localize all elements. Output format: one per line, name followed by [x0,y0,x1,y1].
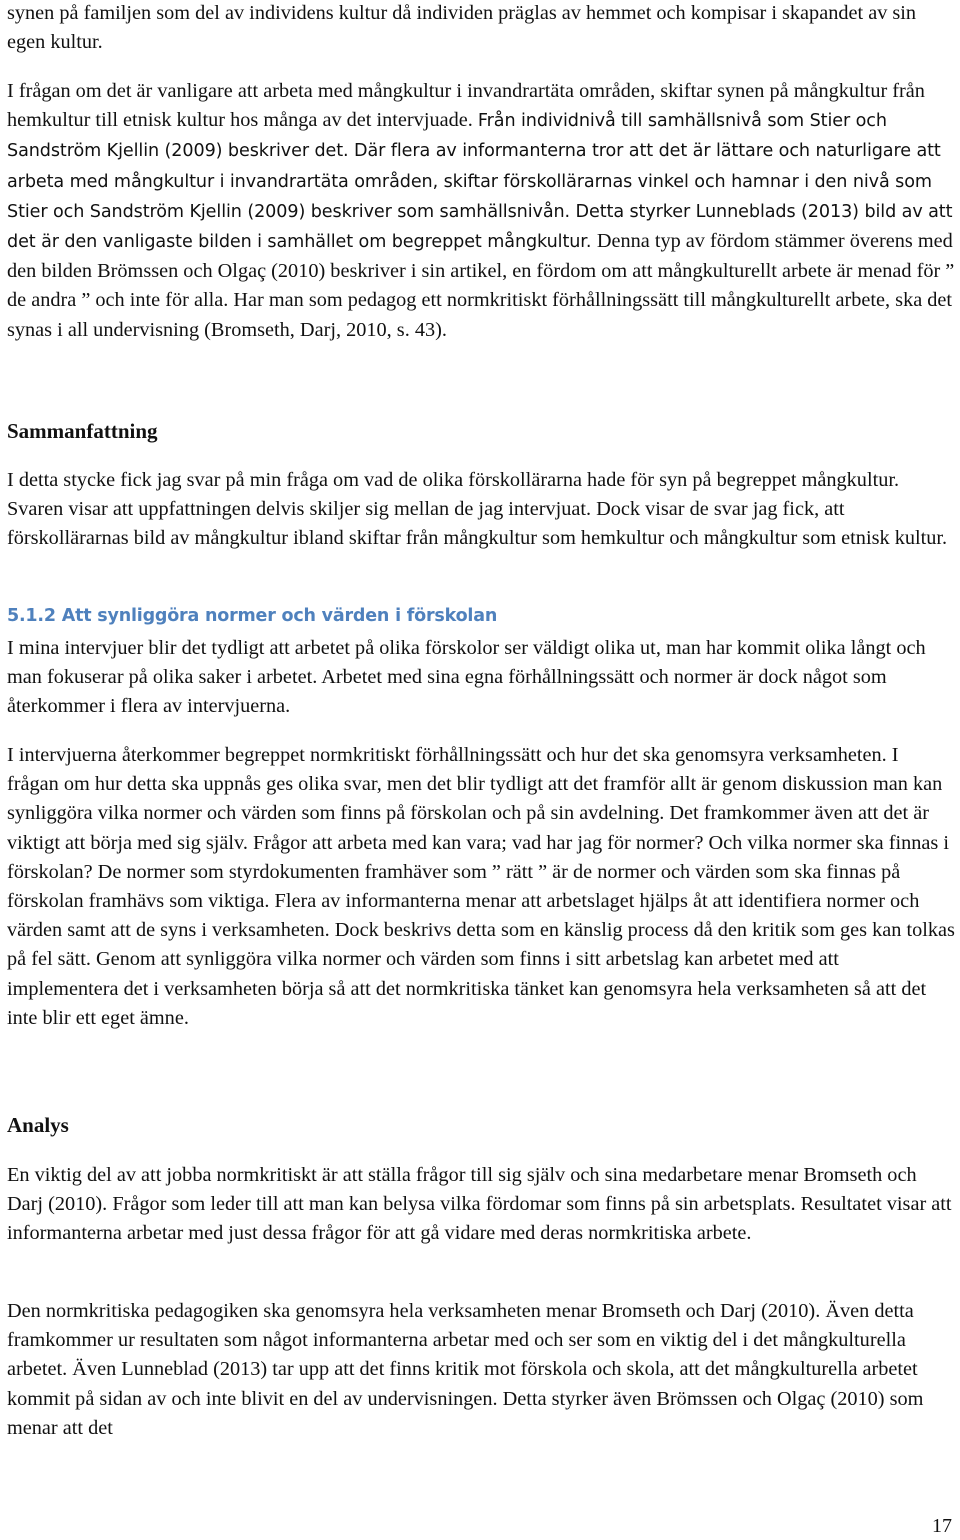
heading-sammanfattning: Sammanfattning [7,419,158,443]
section-number: 5.1.2 [7,606,56,626]
paragraph-analys-2: Den normkritiska pedagogiken ska genomsyra hela verksamheten menar Bromseth och Darj (2010). Även detta framkommer ur resultaten som något informanterna arbetar med och ser som en viktig del i det mångkulturella arbetet. Även Lunneblad (2013) tar upp att det finns kritik mot förskola och skola, att det mångkulturella arbetet kommit på sidan av och inte blivit en del av undervisningen. Detta styrker även Brömssen och Olgaç (2010) som menar att det [7,1300,924,1439]
heading-analys: Analys [7,1113,69,1137]
text-segment: Där flera av informanterna tror att det är lättare och naturligare att arbeta med mångkultur i invandrartäta områden, skiftar förskollärarnas vinkel och hamnar i den nivå som Stier och Sandström Kjellin (2009) beskriver som samhällsnivån. [7,141,941,222]
paragraph-normkritiskt: I intervjuerna återkommer begreppet normkritiskt förhållningssätt och hur det ska genomsyra verksamheten. I frågan om hur detta ska uppnås ges olika svar, men det blir tydligt att det framför allt är genom diskussion man kan synliggöra vilka normer och värden som finns på förskolan och på sin avdelning. Det framkommer även att det är viktigt att börja med sig själv. Frågor att arbeta med kan vara; vad har jag för normer? Och vilka normer ska finnas i förskolan? De normer som styrdokumenten framhäver som ” rätt ” är de normer och värden som ska finnas på förskolan framhävs som viktiga. Flera av informanterna menar att arbetslaget hjälps åt att identifiera normer och värden samt att de syns i verksamheten. Dock beskrivs detta som en känslig process då den kritik som ges kan tolkas på fel sätt. Genom att synliggöra vilka normer och värden som finns i sitt arbetslag kan arbetet med att implementera det i verksamheten börja så att det normkritiska tänket kan genomsyra hela verksamheten så att det inte blir ett eget ämne. [7,744,955,1029]
text-segment: Från individnivå till samhällsnivå som Stier och Sandström Kjellin (2009) beskriver det. [7,111,887,162]
paragraph-intro: synen på familjen som del av individens kultur då individen präglas av hemmet och kompisar i skapandet av sin egen kultur. [7,2,917,54]
text-segment: Detta styrker Lunneblads (2013) bild av att det är den vanligaste bilden i samhället om begreppet mångkultur. [7,201,953,253]
section-heading-5-1-2 [7,603,497,629]
text-segment: I frågan om det är vanligare att arbeta med mångkultur i invandrartäta områden, skiftar synen på mångkultur från hemkultur till etnisk kultur hos många av det intervjuade. [7,80,925,132]
page-number: 17 [932,1515,952,1537]
paragraph-analys-1: En viktig del av att jobba normkritiskt är att ställa frågor till sig själv och sina medarbetare menar Bromseth och Darj (2010). Frågor som leder till att man kan belysa vilka fördomar som finns på sin arbetsplats. Resultatet visar att informanterna arbetar med just dessa frågor för att gå vidare med deras normkritiska arbete. [7,1164,952,1245]
section-title: Att synliggöra normer och värden i förskolan [61,606,498,626]
text-segment: Denna typ av fördom stämmer överens med den bilden Brömssen och Olgaç (2010) beskriver i sin artikel, en fördom om att mångkulturellt arbete är menad för ” de andra ” och inte för alla. Har man som pedagog ett normkritiskt förhållningssätt till mångkulturellt arbete, ska det synas i all undervisning (Bromseth, Darj, 2010, s. 43). [7,230,955,341]
paragraph-sammanfattning: I detta stycke fick jag svar på min fråga om vad de olika förskollärarna hade för syn på begreppet mångkultur. Svaren visar att uppfattningen delvis skiljer sig mellan de jag intervjuat. Dock visar de svar jag fick, att förskollärarnas bild av mångkultur ibland skiftar från mångkultur som hemkultur och mångkultur som etnisk kultur. [7,469,948,550]
paragraph-mangkultur [7,77,955,345]
paragraph-intervjuer: I mina intervjuer blir det tydligt att arbetet på olika förskolor ser väldigt olika ut, man har kommit olika långt och man fokuserar på olika saker i arbetet. Arbetet med sina egna förhållningssätt och normer är dock något som återkommer i flera av intervjuerna. [7,637,926,718]
